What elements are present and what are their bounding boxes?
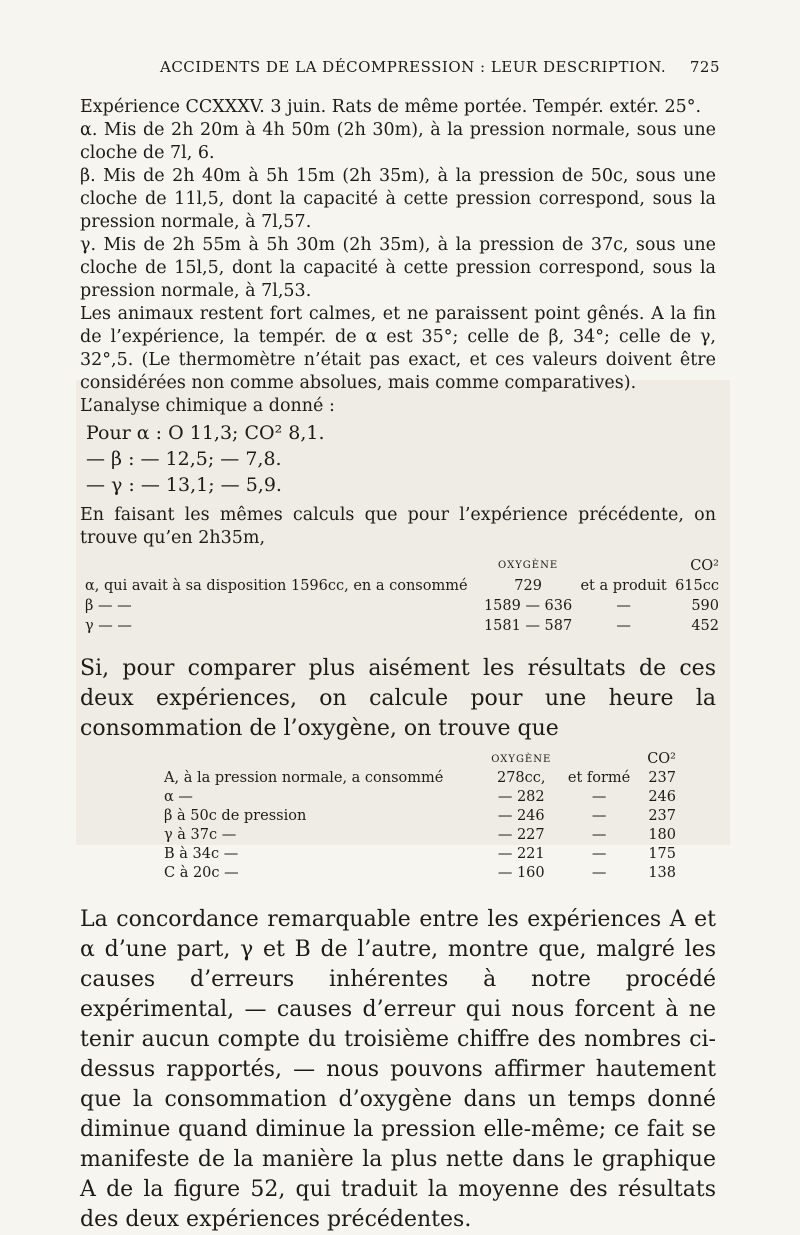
- table-row: α, qui avait à sa disposition 1596cc, en a consommé 729 et a produit 615cc: [85, 578, 719, 594]
- analysis-results: [86, 420, 716, 498]
- table-hourly: [160, 750, 680, 883]
- para-gamma: γ. Mis de 2h 55m à 5h 30m (2h 35m), à la pression de 37c, sous une cloche de 15l,5, dont la capacité à cette pression correspond, sous la pression normale, à 7l,53.: [80, 235, 716, 301]
- analysis-line: — γ : — 13,1; — 5,9.: [86, 474, 282, 496]
- table-row: α — — 282 — 246: [164, 789, 676, 805]
- table-row: γ — — 1581 — 587 — 452: [85, 618, 719, 634]
- table-row: γ à 37c — — 227 — 180: [164, 827, 676, 843]
- header-title: ACCIDENTS DE LA DÉCOMPRESSION : LEUR DESCRIPTION.: [160, 58, 667, 76]
- page-body: [80, 96, 719, 1235]
- table-row: A, à la pression normale, a consommé 278cc, et formé 237: [164, 770, 676, 786]
- para-conclusion: La concordance remarquable entre les expériences A et α d’une part, γ et B de l’autre, montre que, malgré les causes d’erreurs inhérentes à notre procédé expérimental, — causes d’erreur qui nous forcent à ne tenir aucun compte du troisième chiffre des nombres ci-dessus rapportés, — nous pouvons affirmer hautement que la consommation d’oxygène dans un temps donné diminue quand diminue la pression elle-même; ce fait se manifeste de la manière la plus nette dans le graphique A de la figure 52, qui traduit la moyenne des résultats des deux expériences précédentes.: [80, 907, 716, 1232]
- para-beta: β. Mis de 2h 40m à 5h 15m (2h 35m), à la pression de 50c, sous une cloche de 11l,5, dont la capacité à cette pression correspond, sous la pression normale, à 7l,57.: [80, 166, 716, 232]
- para-calc: En faisant les mêmes calculs que pour l’expérience précédente, on trouve qu’en 2h35m,: [80, 505, 716, 548]
- analysis-line: Pour α : O 11,3; CO² 8,1.: [86, 422, 325, 444]
- col-co2-header: CO²: [690, 558, 719, 574]
- para-calm: Les animaux restent fort calmes, et ne paraissent point gênés. A la fin de l’expérience, la tempér. de α est 35°; celle de β, 34°; celle de γ, 32°,5. (Le thermomètre n’était pas exact, et ces valeurs doivent être considérées non comme absolues, mais comme comparatives).: [80, 304, 716, 393]
- col-oxygen-header: OXYGÈNE: [491, 754, 552, 765]
- col-oxygen-header: OXYGÈNE: [498, 560, 559, 571]
- analysis-line: — β : — 12,5; — 7,8.: [86, 448, 282, 470]
- para-comparison: Si, pour comparer plus aisément les résultats de ces deux expériences, on calcule pour une heure la consommation de l’oxygène, on trouve que: [80, 656, 716, 741]
- table-row: B à 34c — — 221 — 175: [164, 846, 676, 862]
- table-consumption: [82, 556, 722, 636]
- table-row: C à 20c — — 160 — 138: [164, 865, 676, 881]
- para-alpha: α. Mis de 2h 20m à 4h 50m (2h 30m), à la pression normale, sous une cloche de 7l, 6.: [80, 120, 716, 163]
- table-row: β — — 1589 — 636 — 590: [85, 598, 719, 614]
- table-row: β à 50c de pression — 246 — 237: [164, 808, 676, 824]
- page-number: 725: [689, 58, 720, 76]
- col-co2-header: CO²: [647, 751, 676, 767]
- experiment-heading: Expérience CCXXXV. 3 juin. Rats de même portée. Tempér. extér. 25°.: [80, 97, 702, 117]
- analysis-intro: L’analyse chimique a donné :: [80, 396, 335, 416]
